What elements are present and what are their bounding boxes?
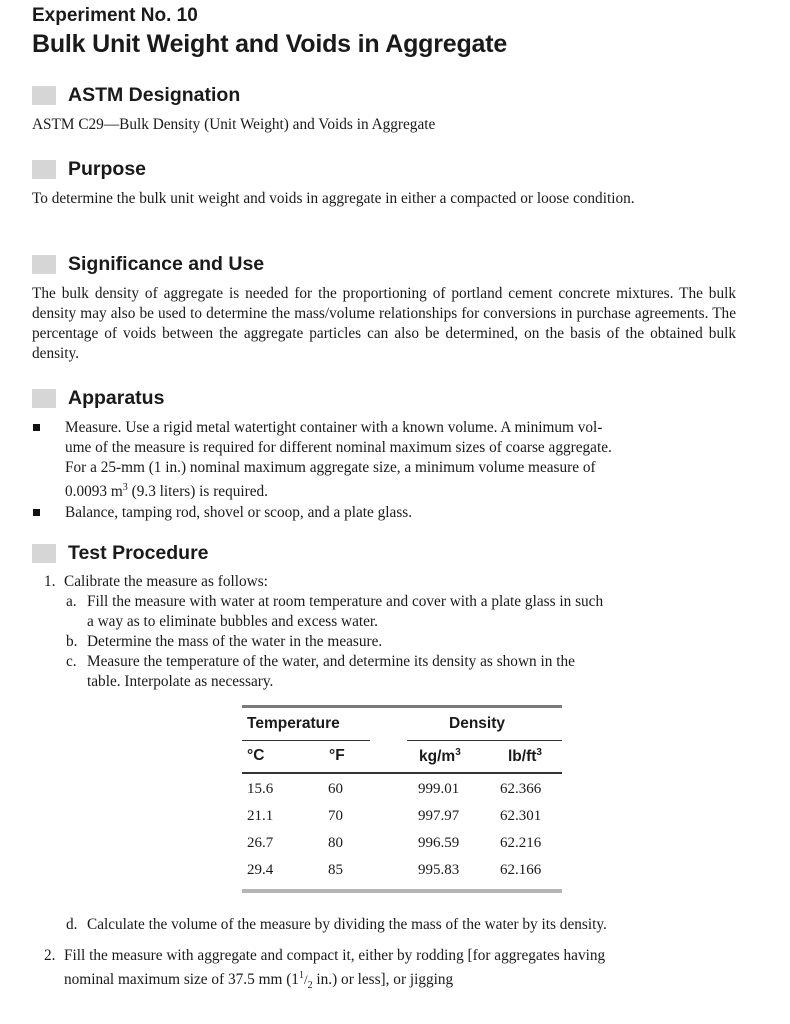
line: Fill the measure with water at room temperature and cover with a plate glass in such <box>87 593 604 610</box>
section-marker <box>32 86 56 105</box>
line: Calculate the volume of the measure by dividing the mass of the water by its density. <box>87 916 607 933</box>
step-number: 1. <box>44 573 56 590</box>
significance-text: The bulk density of aggregate is needed for the proportioning of portland cement concrete mixtures. The bulk density may also be used to determine the mass/volume relationships for conversions in purchase agreements. The percentage of voids between the aggregate particles can also be determined, on the basis of the obtained bulk density. <box>32 285 736 362</box>
bullet-icon <box>33 424 40 431</box>
cell-celsius: 26.7 <box>247 835 274 851</box>
procedure-step-1 <box>32 572 738 692</box>
table-rule <box>242 772 562 774</box>
cell-fahrenheit: 70 <box>328 808 343 824</box>
bullet-icon <box>33 509 40 516</box>
superscript: 3 <box>122 482 128 493</box>
line: Fill the measure with aggregate and compact it, either by rodding [for aggregates having <box>64 947 606 964</box>
unit-text: lb/ft <box>508 748 537 766</box>
cell-lbft3: 62.366 <box>500 781 542 797</box>
section-marker <box>32 389 56 408</box>
experiment-number: Experiment No. 10 <box>32 5 198 26</box>
line-text: 0.0093 m <box>65 483 123 501</box>
line: a way as to eliminate bubbles and excess water. <box>87 613 378 630</box>
list-item <box>32 503 738 523</box>
line: table. Interpolate as necessary. <box>87 673 274 690</box>
substep-c <box>32 652 738 692</box>
cell-kgm3: 996.59 <box>418 835 460 851</box>
step-number: 2. <box>44 947 56 964</box>
substep-a <box>32 592 738 632</box>
cell-kgm3: 995.83 <box>418 862 460 878</box>
substep-b <box>32 632 738 652</box>
cell-lbft3: 62.301 <box>500 808 542 824</box>
line <box>65 478 738 502</box>
substep-label: d. <box>66 916 78 933</box>
cell-celsius: 15.6 <box>247 781 274 797</box>
line: Determine the mass of the water in the measure. <box>87 633 383 650</box>
cell-fahrenheit: 85 <box>328 862 343 878</box>
section-title: Apparatus <box>68 386 165 409</box>
table-rule <box>407 740 562 741</box>
section-purpose-heading <box>32 157 146 181</box>
page-title: Bulk Unit Weight and Voids in Aggregate <box>32 30 508 58</box>
table-rule <box>242 740 370 741</box>
section-title: Purpose <box>68 157 147 180</box>
cell-kgm3: 997.97 <box>418 808 460 824</box>
substep-label: c. <box>66 653 77 670</box>
fraction-numerator: 1 <box>298 970 304 981</box>
line: ume of the measure is required for different nominal maximum sizes of coarse aggregate. <box>65 439 612 456</box>
line-text: nominal maximum size of 37.5 mm (1 <box>64 971 299 989</box>
section-astm-heading <box>32 83 240 107</box>
section-significance-heading <box>32 252 264 276</box>
table-header-density: Density <box>449 715 505 732</box>
line-text: in.) or less], or jigging <box>312 971 454 989</box>
table-header-fahrenheit: °F <box>329 747 345 764</box>
apparatus-list <box>32 418 738 523</box>
cell-kgm3: 999.01 <box>418 781 460 797</box>
unit-text: kg/m <box>419 748 456 766</box>
purpose-text: To determine the bulk unit weight and voids in aggregate in either a compacted or loose condition. <box>32 190 635 207</box>
superscript: 3 <box>536 747 542 758</box>
line: Measure. Use a rigid metal watertight container with a known volume. A minimum vol- <box>65 419 603 436</box>
procedure-step-2 <box>32 946 738 996</box>
astm-text: ASTM C29—Bulk Density (Unit Weight) and Voids in Aggregate <box>32 116 436 133</box>
section-procedure-heading <box>32 541 209 565</box>
table-header-temperature: Temperature <box>247 715 340 732</box>
list-item <box>32 418 738 502</box>
cell-fahrenheit: 60 <box>328 781 343 797</box>
section-apparatus-heading <box>32 386 164 410</box>
step-text: Calibrate the measure as follows: <box>64 573 268 590</box>
line-text: (9.3 liters) is required. <box>127 483 268 501</box>
superscript: 3 <box>455 747 461 758</box>
section-title: Test Procedure <box>68 541 209 564</box>
cell-celsius: 21.1 <box>247 808 274 824</box>
section-title: Significance and Use <box>68 252 265 275</box>
table-rule <box>242 705 562 708</box>
line: Measure the temperature of the water, and determine its density as shown in the <box>87 653 575 670</box>
procedure-substep-d <box>32 915 738 935</box>
cell-celsius: 29.4 <box>247 862 274 878</box>
section-marker <box>32 255 56 274</box>
table-rule <box>242 889 562 893</box>
table-header-lbft3 <box>508 747 542 766</box>
substep-label: b. <box>66 633 78 650</box>
section-title: ASTM Designation <box>68 83 241 106</box>
cell-fahrenheit: 80 <box>328 835 343 851</box>
line: nominal maximum size of 37.5 mm ($1^1/_2$ in.) or less], or jigging <box>64 970 454 992</box>
table-header-celsius: °C <box>247 747 265 764</box>
section-marker <box>32 160 56 179</box>
substep-label: a. <box>66 593 77 610</box>
cell-lbft3: 62.216 <box>500 835 542 851</box>
section-marker <box>32 544 56 563</box>
line: Balance, tamping rod, shovel or scoop, and a plate glass. <box>65 504 413 522</box>
table-header-kgm3 <box>419 747 461 766</box>
cell-lbft3: 62.166 <box>500 862 542 878</box>
line: For a 25-mm (1 in.) nominal maximum aggregate size, a minimum volume measure of <box>65 459 596 476</box>
fraction-denominator: 2 <box>307 980 313 992</box>
